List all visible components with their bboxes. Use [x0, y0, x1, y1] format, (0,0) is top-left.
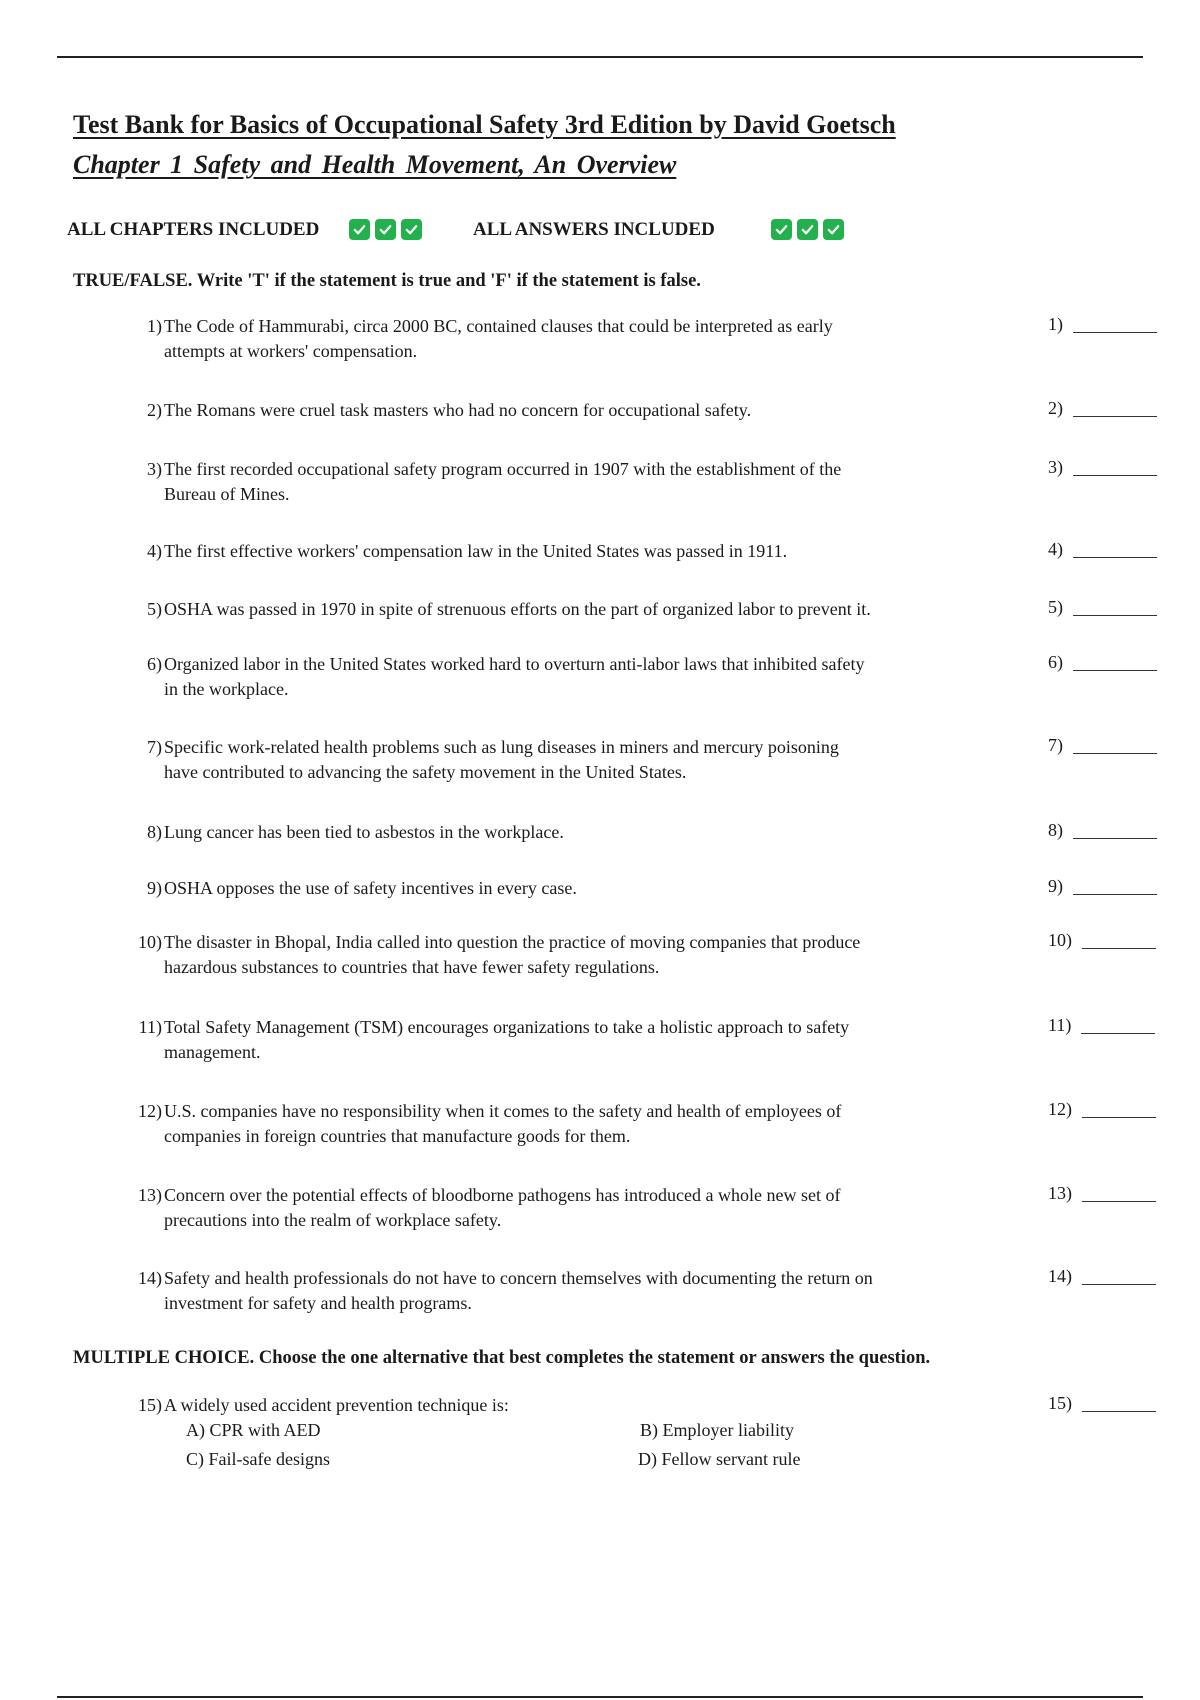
question-number: 12) — [138, 1101, 162, 1121]
answer-blank[interactable] — [1081, 1033, 1155, 1034]
option-d[interactable]: D) Fellow servant rule — [638, 1449, 801, 1469]
question-text: Organized labor in the United States worked hard to overturn anti-labor laws that inhibited safety — [164, 654, 865, 674]
check-mark-icon — [401, 219, 422, 240]
question-number: 11) — [138, 1017, 162, 1037]
answer-number: 3) — [1048, 457, 1063, 477]
answer-number: 5) — [1048, 597, 1063, 617]
answer-slot[interactable] — [1048, 652, 1157, 673]
answer-slot[interactable] — [1048, 1015, 1155, 1036]
question-text: Safety and health professionals do not have to concern themselves with documenting the return on — [164, 1268, 873, 1288]
answer-number: 2) — [1048, 398, 1063, 418]
answer-slot[interactable] — [1048, 1183, 1156, 1204]
question-number: 7) — [147, 737, 162, 757]
question-number: 9) — [147, 878, 162, 898]
check-mark-icon — [375, 219, 396, 240]
question-text: The Code of Hammurabi, circa 2000 BC, contained clauses that could be interpreted as early — [164, 316, 833, 336]
question-number: 14) — [138, 1268, 162, 1288]
answer-blank[interactable] — [1073, 615, 1157, 616]
answer-blank[interactable] — [1073, 838, 1157, 839]
question-text: U.S. companies have no responsibility when it comes to the safety and health of employees of — [164, 1101, 842, 1121]
answer-slot[interactable] — [1048, 930, 1156, 951]
answers-checks — [771, 219, 844, 240]
question-number: 4) — [147, 541, 162, 561]
answer-number: 8) — [1048, 820, 1063, 840]
option-a[interactable]: A) CPR with AED — [186, 1420, 321, 1440]
true-false-instructions: TRUE/FALSE. Write 'T' if the statement is true and 'F' if the statement is false. — [73, 271, 701, 291]
answer-number: 4) — [1048, 539, 1063, 559]
chapter-title: Chapter 1 Safety and Health Movement, An Overview — [73, 150, 677, 179]
question-text: Specific work-related health problems such as lung diseases in miners and mercury poisoning — [164, 737, 839, 757]
answer-blank[interactable] — [1073, 475, 1157, 476]
answer-blank[interactable] — [1073, 557, 1157, 558]
answer-number: 15) — [1048, 1393, 1072, 1413]
answer-slot[interactable] — [1048, 876, 1157, 897]
answer-number: 11) — [1048, 1015, 1072, 1035]
answer-blank[interactable] — [1082, 1284, 1156, 1285]
question-text: The first effective workers' compensation law in the United States was passed in 1911. — [164, 541, 788, 561]
answer-number: 13) — [1048, 1183, 1072, 1203]
question-number: 8) — [147, 822, 162, 842]
answer-slot[interactable] — [1048, 735, 1157, 756]
answer-slot[interactable] — [1048, 539, 1157, 560]
question-text: OSHA opposes the use of safety incentives in every case. — [164, 878, 577, 898]
answer-blank[interactable] — [1082, 1201, 1156, 1202]
answer-number: 1) — [1048, 314, 1063, 334]
question-text-cont: companies in foreign countries that manufacture goods for them. — [164, 1125, 631, 1146]
answer-number: 10) — [1048, 930, 1072, 950]
answer-slot[interactable] — [1048, 820, 1157, 841]
question-text: Lung cancer has been tied to asbestos in the workplace. — [164, 822, 564, 842]
answer-slot[interactable] — [1048, 314, 1157, 335]
question-text-cont: Bureau of Mines. — [164, 483, 290, 504]
answer-number: 7) — [1048, 735, 1063, 755]
answer-blank[interactable] — [1073, 753, 1157, 754]
answer-blank[interactable] — [1073, 332, 1157, 333]
answer-slot[interactable] — [1048, 457, 1157, 478]
option-c[interactable]: C) Fail-safe designs — [186, 1449, 330, 1469]
question-number: 1) — [147, 316, 162, 336]
question-text: Total Safety Management (TSM) encourages organizations to take a holistic approach to safety — [164, 1017, 850, 1037]
question-number: 5) — [147, 599, 162, 619]
check-mark-icon — [823, 219, 844, 240]
question-text: The first recorded occupational safety program occurred in 1907 with the establishment of the — [164, 459, 842, 479]
question-number: 10) — [138, 932, 162, 952]
answer-slot[interactable] — [1048, 1266, 1156, 1287]
answer-number: 9) — [1048, 876, 1063, 896]
answer-blank[interactable] — [1082, 1117, 1156, 1118]
answer-number: 6) — [1048, 652, 1063, 672]
multiple-choice-instructions: MULTIPLE CHOICE. Choose the one alternative that best completes the statement or answers the question. — [73, 1348, 931, 1368]
question-number: 3) — [147, 459, 162, 479]
question-text: A widely used accident prevention technique is: — [164, 1395, 509, 1415]
check-mark-icon — [349, 219, 370, 240]
question-text-cont: attempts at workers' compensation. — [164, 340, 418, 361]
chapters-included-label: ALL CHAPTERS INCLUDED — [67, 219, 320, 240]
answer-slot[interactable] — [1048, 1393, 1156, 1414]
top-rule — [57, 56, 1143, 58]
question-text: The Romans were cruel task masters who had no concern for occupational safety. — [164, 400, 752, 420]
question-number: 6) — [147, 654, 162, 674]
question-text-cont: have contributed to advancing the safety movement in the United States. — [164, 761, 687, 782]
answer-number: 14) — [1048, 1266, 1072, 1286]
question-text-cont: hazardous substances to countries that have fewer safety regulations. — [164, 956, 660, 977]
chapters-checks — [349, 219, 422, 240]
check-mark-icon — [771, 219, 792, 240]
check-mark-icon — [797, 219, 818, 240]
answer-slot[interactable] — [1048, 597, 1157, 618]
bottom-rule — [57, 1696, 1143, 1698]
option-b[interactable]: B) Employer liability — [640, 1420, 794, 1440]
question-text: The disaster in Bhopal, India called into question the practice of moving companies that produce — [164, 932, 861, 952]
question-text: Concern over the potential effects of bloodborne pathogens has introduced a whole new set of — [164, 1185, 841, 1205]
answer-blank[interactable] — [1082, 948, 1156, 949]
answer-slot[interactable] — [1048, 1099, 1156, 1120]
document-title: Test Bank for Basics of Occupational Safety 3rd Edition by David Goetsch — [73, 110, 896, 139]
question-text-cont: precautions into the realm of workplace safety. — [164, 1209, 502, 1230]
answer-blank[interactable] — [1073, 894, 1157, 895]
answer-slot[interactable] — [1048, 398, 1157, 419]
answer-number: 12) — [1048, 1099, 1072, 1119]
answer-blank[interactable] — [1073, 416, 1157, 417]
question-text-cont: in the workplace. — [164, 678, 289, 699]
answers-included-label: ALL ANSWERS INCLUDED — [473, 219, 715, 240]
question-number: 15) — [138, 1395, 162, 1415]
question-text-cont: investment for safety and health programs. — [164, 1292, 472, 1313]
answer-blank[interactable] — [1082, 1411, 1156, 1412]
promo-banner — [67, 217, 1160, 243]
question-text-cont: management. — [164, 1041, 261, 1062]
question-number: 2) — [147, 400, 162, 420]
answer-blank[interactable] — [1073, 670, 1157, 671]
question-text: OSHA was passed in 1970 in spite of strenuous efforts on the part of organized labor to prevent it. — [164, 599, 871, 619]
question-number: 13) — [138, 1185, 162, 1205]
